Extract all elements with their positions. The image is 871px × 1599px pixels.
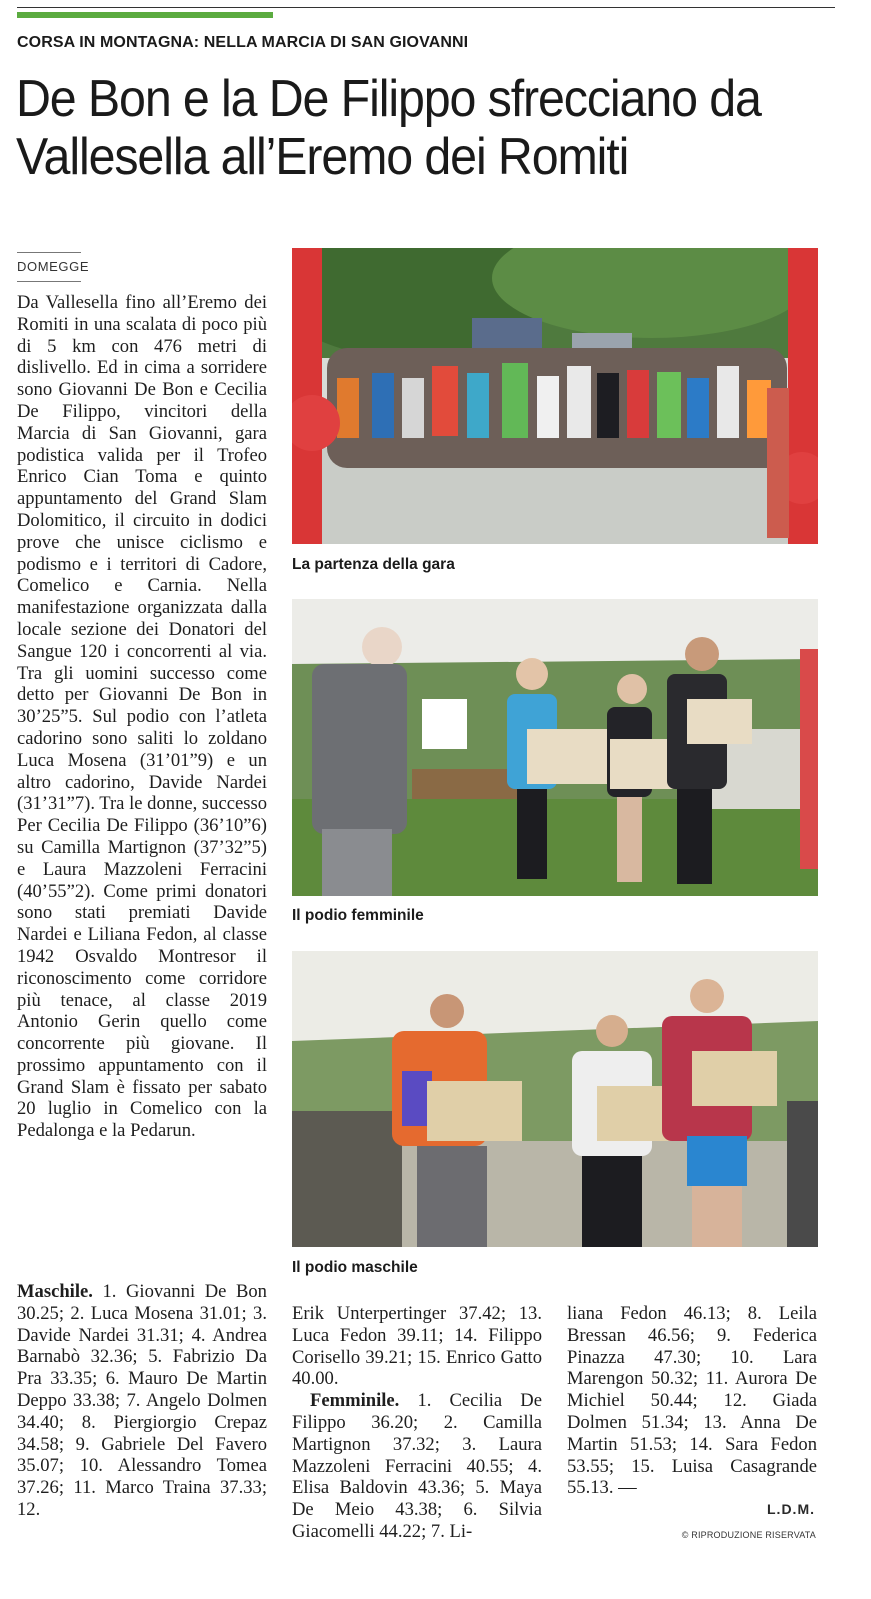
photo-women-podium: [292, 599, 818, 896]
dateline-rule-top: [17, 252, 81, 253]
results-column-3: [567, 1303, 817, 1499]
results-heading-female: Femminile.: [310, 1390, 400, 1412]
copyright-notice: © RIPRODUZIONE RISERVATA: [681, 1530, 816, 1540]
section-accent-bar: [17, 12, 273, 18]
photo-men-podium: [292, 951, 818, 1247]
author-initials: L.D.M.: [767, 1501, 815, 1517]
results-heading-male: Maschile.: [17, 1281, 93, 1302]
headline: De Bon e la De Filippo sfrecciano da Vallesella all’Eremo dei Romiti: [16, 70, 761, 186]
dateline: DOMEGGE: [17, 259, 90, 274]
results-column-2: [292, 1303, 542, 1543]
results-female-part-1: 1. Cecilia De Filippo 36.20; 2. Camilla Martignon 37.32; 3. Laura Mazzoleni Ferracini 40.55; 4. Elisa Baldovin 43.36; 5. Maya De Meio 43.38; 6. Silvia Giacomelli 44.22; 7. Li-: [292, 1390, 542, 1542]
photo-race-start: [292, 248, 818, 544]
results-male-part-1: 1. Giovanni De Bon 30.25; 2. Luca Mosena 31.01; 3. Davide Nardei 31.31; 4. Andrea Barnabò 32.36; 5. Fabrizio Da Pra 33.35; 6. Mauro De Martin Deppo 33.38; 7. Angelo Dolmen 34.40; 8. Piergiorgio Crepaz 34.58; 9. Gabriele Del Favero 35.07; 10. Alessandro Tomea 37.26; 11. Marco Traina 37.33; 12.: [17, 1281, 267, 1520]
article-body: Da Vallesella fino all’Eremo dei Romiti in una scalata di poco più di 5 km con 476 metri di dislivello. Ed in cima a sorridere sono Giovanni De Bon e Cecilia De Filippo, vincitori della Marcia di San Giovanni, gara podistica valida per il Trofeo Enrico Cian Toma e quinto appuntamento del Grand Slam Dolomitico, il circuito in dodici prove che unisce ciclismo e podismo e i territori di Cadore, Comelico e Carnia. Nella manifestazione organizzata dalla locale sezione dei Donatori del Sangue 120 i concorrenti al via. Tra gli uomini successo come detto per Giovanni De Bon in 30’25”5. Sul podio con l’atleta cadorino sono saliti lo zoldano Luca Mosena (31’01”9) e un altro cadorino, Davide Nardei (31’31”7). Tra le donne, successo Per Cecilia De Filippo (36’10”6) su Camilla Martignon (37’32”5) e Laura Mazzoleni Ferracini (40’55”2). Come primi donatori sono stati premiati Davide Nardei e Liliana Fedon, al classe 1942 Osvaldo Montresor il riconoscimento come corridore più tenace, al classe 2019 Antonio Gerin quello come concorrente più giovane. Il prossimo appuntamento con il Grand Slam è fissato per sabato 20 luglio in Comelico con la Pedalonga e la Pedarun.: [17, 292, 267, 1142]
top-rule: [17, 7, 835, 8]
caption-race-start: La partenza della gara: [292, 556, 455, 573]
results-column-1: [17, 1281, 267, 1521]
kicker: CORSA IN MONTAGNA: NELLA MARCIA DI SAN GIOVANNI: [17, 34, 469, 51]
results-female-part-2: liana Fedon 46.13; 8. Leila Bressan 46.56; 9. Federica Pinazza 47.30; 10. Lara Marengon 50.32; 11. Aurora De Michiel 50.44; 12. Giada Dolmen 51.34; 13. Anna De Martin 51.53; 14. Sara Fedon 53.55; 15. Luisa Casagrande 55.13. —: [567, 1303, 817, 1499]
dateline-rule-bottom: [17, 281, 81, 282]
results-male-part-2: Erik Unterpertinger 37.42; 13. Luca Fedon 39.11; 14. Filippo Corisello 39.21; 15. Enrico Gatto 40.00.: [292, 1303, 542, 1390]
caption-men-podium: Il podio maschile: [292, 1259, 418, 1276]
caption-women-podium: Il podio femminile: [292, 907, 424, 924]
